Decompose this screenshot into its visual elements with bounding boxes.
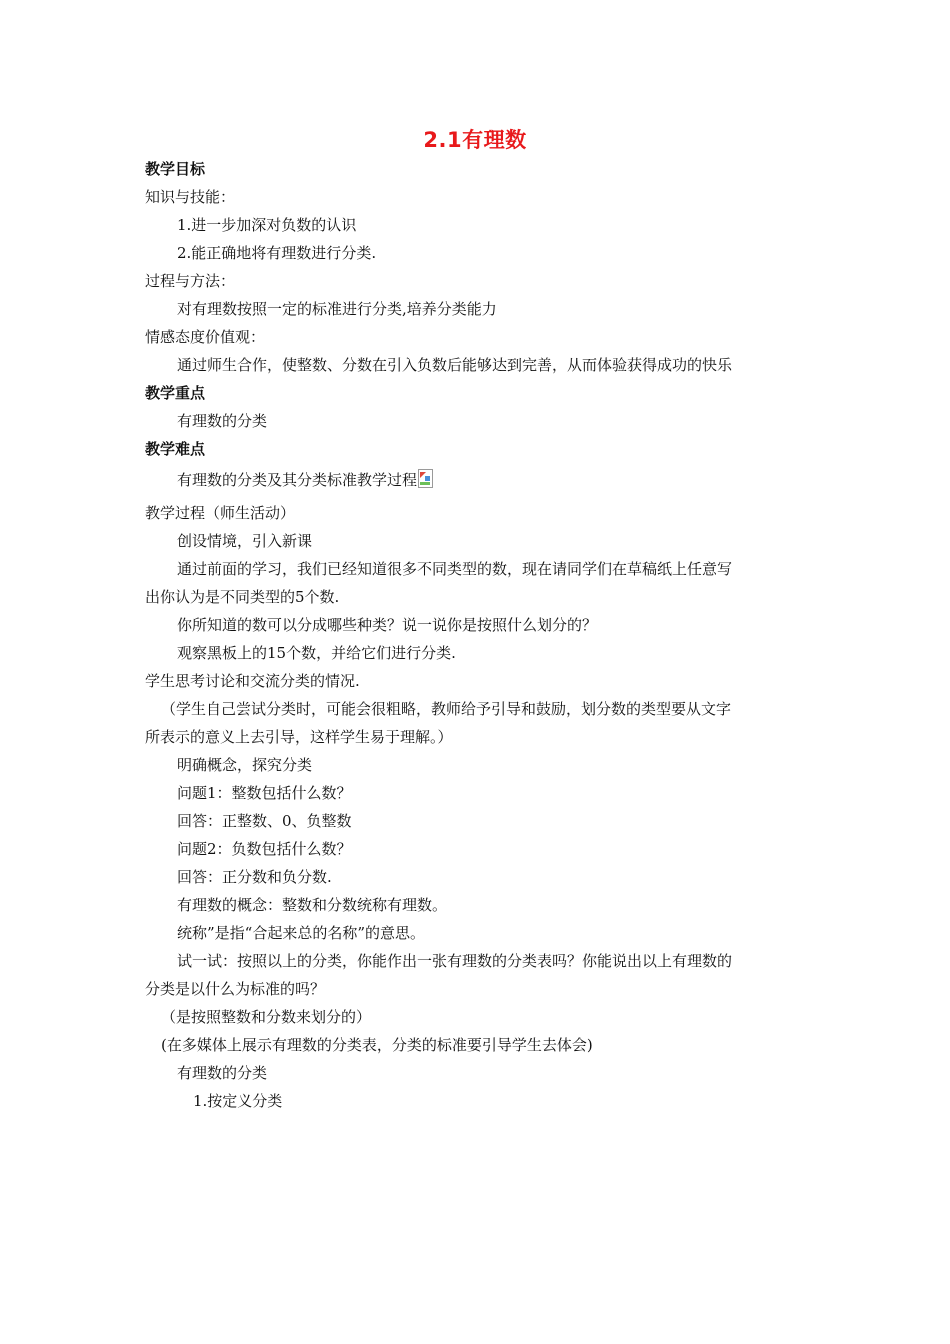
answer: 回答：正分数和负分数.: [177, 868, 332, 886]
definition: 有理数的概念：整数和分数统称有理数。: [177, 896, 448, 914]
paragraph-continuation: 分类是以什么为标准的吗？: [145, 980, 326, 998]
paragraph: 明确概念，探究分类: [177, 756, 313, 774]
section-heading-objectives: 教学目标: [145, 160, 206, 178]
paragraph: 你所知道的数可以分成哪些种类？说一说你是按照什么划分的？: [177, 616, 598, 634]
paragraph: (在多媒体上展示有理数的分类表，分类的标准要引导学生去体会): [161, 1036, 593, 1054]
answer: 回答：正整数、0、负整数: [177, 812, 352, 830]
paragraph: 创设情境，引入新课: [177, 532, 313, 550]
section-heading-difficulties: 教学难点: [145, 440, 206, 458]
paragraph-text: 有理数的分类及其分类标准教学过程: [177, 471, 418, 489]
paragraph: 有理数的分类: [177, 412, 268, 430]
subheading-teaching-process: 教学过程（师生活动）: [145, 504, 296, 522]
paragraph: 观察黑板上的15个数，并给它们进行分类.: [177, 644, 456, 662]
paragraph-continuation: 所表示的意义上去引导，这样学生易于理解。）: [145, 728, 453, 746]
list-item: 1.进一步加深对负数的认识: [177, 216, 357, 234]
paragraph: 对有理数按照一定的标准进行分类,培养分类能力: [177, 300, 497, 318]
list-item: 1.按定义分类: [193, 1092, 283, 1110]
question: 问题2：负数包括什么数？: [177, 840, 352, 858]
paragraph: 有理数的分类: [177, 1064, 268, 1082]
picture-icon: [418, 469, 433, 488]
paragraph: （是按照整数和分数来划分的）: [161, 1008, 372, 1026]
paragraph: 通过前面的学习，我们已经知道很多不同类型的数，现在请同学们在草稿纸上任意写: [177, 560, 733, 578]
paragraph: 试一试：按照以上的分类，你能作出一张有理数的分类表吗？你能说出以上有理数的: [177, 952, 733, 970]
subheading-attitude: 情感态度价值观：: [145, 328, 266, 346]
paragraph-continuation: 出你认为是不同类型的5个数.: [145, 588, 340, 606]
section-heading-key-points: 教学重点: [145, 384, 206, 402]
paragraph-with-image: [177, 469, 433, 490]
paragraph: 学生思考讨论和交流分类的情况.: [145, 672, 360, 690]
paragraph: 统称”是指“合起来总的名称”的意思。: [177, 924, 426, 942]
subheading-knowledge: 知识与技能：: [145, 188, 236, 206]
paragraph: 通过师生合作，使整数、分数在引入负数后能够达到完善，从而体验获得成功的快乐: [177, 356, 733, 374]
paragraph: （学生自己尝试分类时，可能会很粗略，教师给予引导和鼓励，划分数的类型要从文字: [161, 700, 732, 718]
subheading-process: 过程与方法：: [145, 272, 236, 290]
question: 问题1：整数包括什么数？: [177, 784, 352, 802]
page-title: 2.1有理数: [423, 128, 527, 152]
list-item: 2.能正确地将有理数进行分类.: [177, 244, 377, 262]
